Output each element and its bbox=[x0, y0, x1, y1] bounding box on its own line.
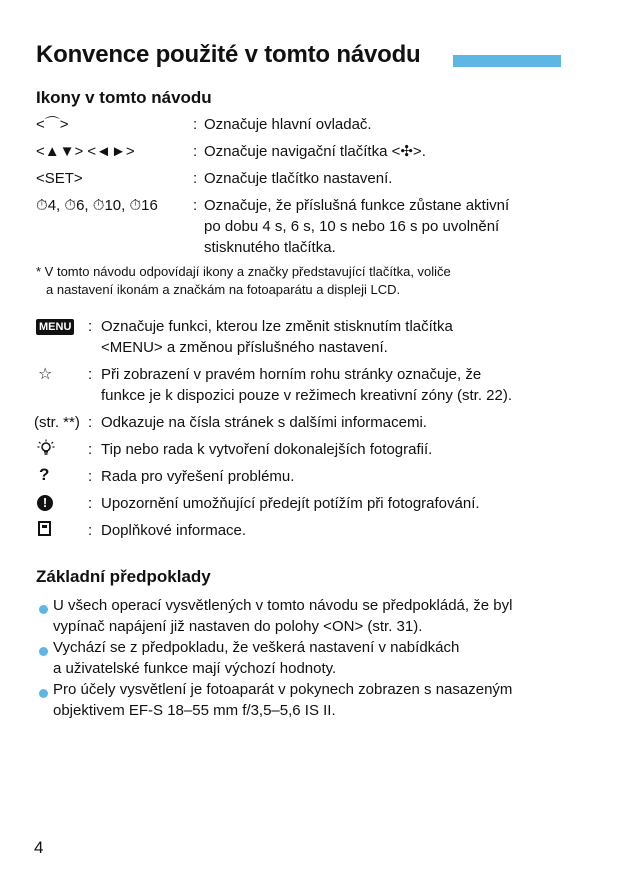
colon: : bbox=[88, 366, 93, 383]
colon: : bbox=[88, 318, 93, 335]
bullet-2-line-1: Vychází se z předpokladu, že veškerá nastavení v nabídkách bbox=[53, 639, 460, 656]
page-title: Konvence použité v tomto návodu bbox=[36, 41, 421, 68]
colon: : bbox=[193, 116, 198, 133]
colon: : bbox=[88, 441, 93, 458]
menu-desc-line-1: Označuje funkci, kterou lze změnit stisknutím tlačítka bbox=[101, 318, 453, 335]
icon-desc-timer-line-1: Označuje, že příslušná funkce zůstane aktivní bbox=[204, 197, 510, 214]
bullet-3-line-2: objektivem EF-S 18–55 mm f/3,5–5,6 IS II. bbox=[53, 702, 336, 719]
question-desc: Rada pro vyřešení problému. bbox=[101, 468, 295, 485]
caution-desc: Upozornění umožňující předejít potížím při fotografování. bbox=[101, 495, 480, 512]
icon-desc-timer-line-2: po dobu 4 s, 6 s, 10 s nebo 16 s po uvolnění bbox=[204, 218, 500, 235]
star-desc-line-1: Při zobrazení v pravém horním rohu stránky označuje, že bbox=[101, 366, 482, 383]
question-icon: ? bbox=[39, 465, 50, 484]
colon: : bbox=[193, 143, 198, 160]
icon-desc-timer-line-3: stisknutého tlačítka. bbox=[204, 239, 336, 256]
tip-desc: Tip nebo rada k vytvoření dokonalejších fotografií. bbox=[101, 441, 433, 458]
bullet-1-line-1: U všech operací vysvětlených v tomto návodu se předpokládá, že byl bbox=[53, 597, 513, 614]
title-accent-bar bbox=[453, 55, 561, 67]
tip-bulb-icon bbox=[37, 439, 55, 457]
colon: : bbox=[193, 170, 198, 187]
star-icon: ☆ bbox=[38, 366, 53, 383]
bullet-dot bbox=[39, 643, 48, 661]
set-button-symbol: <SET> bbox=[36, 170, 83, 187]
note-icon bbox=[38, 521, 51, 541]
bullet-2-line-2: a uživatelské funkce mají výchozí hodnoty. bbox=[53, 660, 337, 677]
bullet-3-line-1: Pro účely vysvětlení je fotoaparát v pokynech zobrazen s nasazeným bbox=[53, 681, 513, 698]
icon-desc-main-dial: Označuje hlavní ovladač. bbox=[204, 116, 372, 133]
bullet-1-line-2: vypínač napájení již nastaven do polohy <ON> (str. 31). bbox=[53, 618, 423, 635]
note-desc: Doplňkové informace. bbox=[101, 522, 247, 539]
footnote-line-2: a nastavení ikonám a značkám na fotoaparátu a displeji LCD. bbox=[46, 282, 401, 297]
menu-desc-line-2: <MENU> a změnou příslušného nastavení. bbox=[101, 339, 388, 356]
colon: : bbox=[193, 197, 198, 214]
colon: : bbox=[88, 522, 93, 539]
caution-icon: ! bbox=[37, 494, 53, 512]
icon-desc-cross-keys: Označuje navigační tlačítka <✣>. bbox=[204, 143, 426, 160]
page-ref-desc: Odkazuje na čísla stránek s dalšími informacemi. bbox=[101, 414, 427, 431]
cross-keys-symbol: <▲▼> <◄►> bbox=[36, 143, 135, 160]
bullet-dot bbox=[39, 685, 48, 703]
page-ref-symbol: (str. **) bbox=[34, 414, 80, 431]
main-dial-symbol: <⌒> bbox=[36, 116, 69, 133]
page-number: 4 bbox=[34, 838, 44, 857]
colon: : bbox=[88, 495, 93, 512]
timer-symbol: ⏱4, ⏱6, ⏱10, ⏱16 bbox=[36, 197, 158, 214]
icon-desc-set-button: Označuje tlačítko nastavení. bbox=[204, 170, 393, 187]
menu-icon: MENU bbox=[36, 317, 74, 335]
footnote-line-1: * V tomto návodu odpovídají ikony a značky představující tlačítka, voliče bbox=[36, 264, 451, 279]
section-heading-basics: Základní předpoklady bbox=[36, 567, 211, 586]
colon: : bbox=[88, 468, 93, 485]
bullet-dot bbox=[39, 601, 48, 619]
colon: : bbox=[88, 414, 93, 431]
section-heading-icons: Ikony v tomto návodu bbox=[36, 88, 212, 107]
star-desc-line-2: funkce je k dispozici pouze v režimech kreativní zóny (str. 22). bbox=[101, 387, 513, 404]
